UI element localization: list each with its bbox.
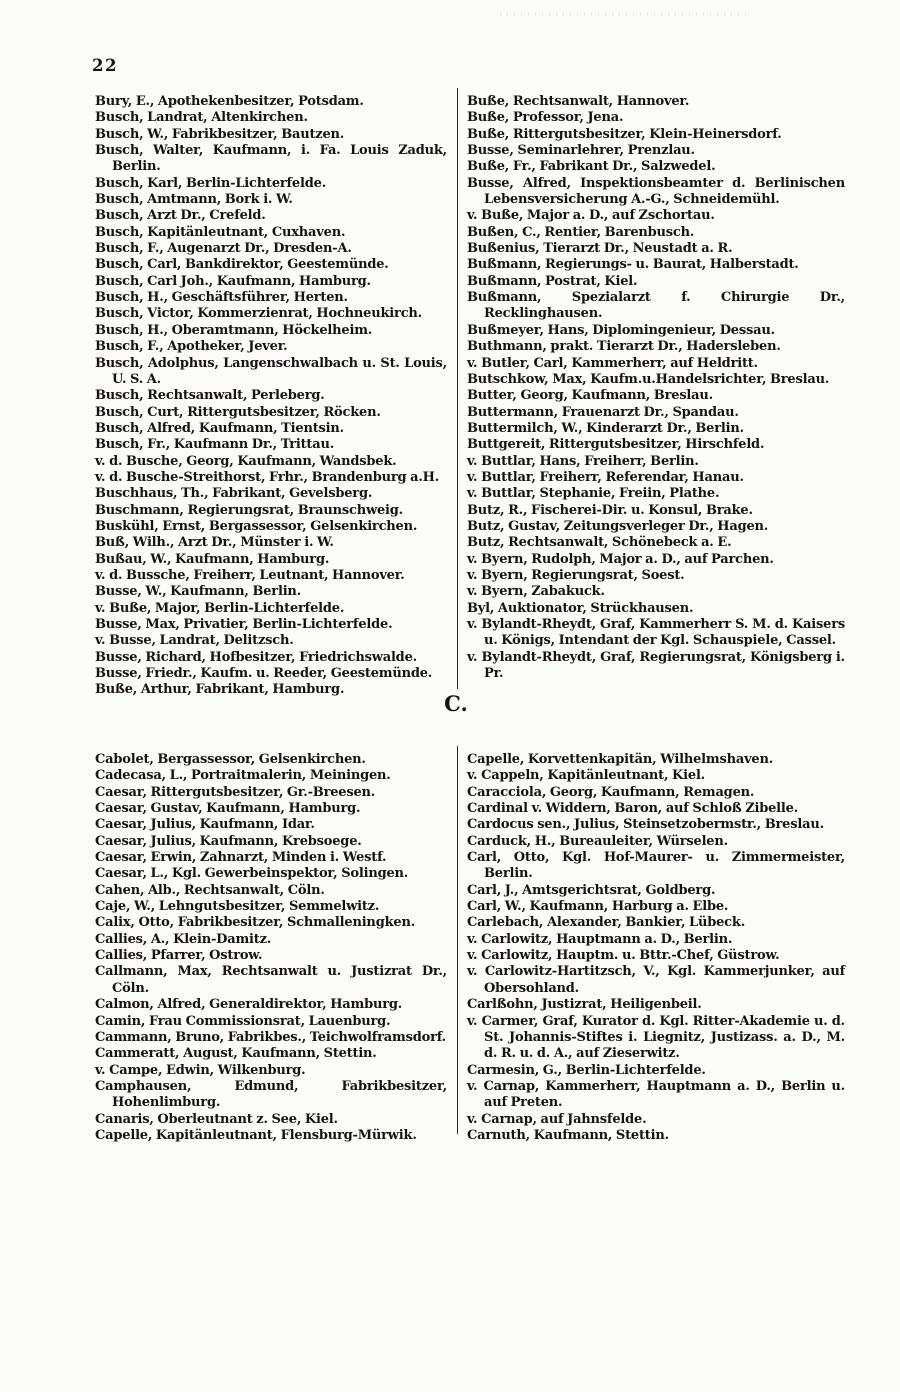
directory-entry: Buttgereit, Rittergutsbesitzer, Hirschfeld.: [467, 437, 765, 453]
directory-entry: Busse, Max, Privatier, Berlin-Lichterfelde.: [95, 617, 393, 632]
directory-entry: v. Buße, Major, Berlin-Lichterfelde.: [95, 600, 345, 616]
directory-entry: v. Byern, Rudolph, Major a. D., auf Parchen.: [467, 551, 774, 567]
directory-entry: Buttermann, Frauenarzt Dr., Spandau.: [467, 404, 739, 420]
directory-entry: v. Carnap, auf Jahnsfelde.: [467, 1111, 647, 1127]
directory-entry: v. Butler, Carl, Kammerherr, auf Heldritt.: [467, 355, 758, 371]
directory-entry: Carl, W., Kaufmann, Harburg a. Elbe.: [467, 899, 729, 915]
column-divider-cell: [447, 752, 467, 1144]
directory-entry: v. Buttlar, Hans, Freiherr, Berlin.: [467, 453, 699, 469]
directory-entry: Busch, Kapitänleutnant, Cuxhaven.: [95, 224, 346, 240]
directory-entry: Buße, Rechtsanwalt, Hannover.: [467, 94, 690, 109]
directory-entry: Bury, E., Apothekenbesitzer, Potsdam.: [95, 94, 364, 109]
directory-entry: Butschkow, Max, Kaufm.u.Handelsrichter, Breslau.: [467, 371, 830, 387]
directory-entry: Busch, Adolphus, Langenschwalbach u. St. Louis, U. S. A.: [95, 355, 447, 387]
directory-entry: Buße, Professor, Jena.: [467, 110, 624, 126]
column-divider-line: [457, 746, 458, 1134]
scan-artifact: [500, 12, 750, 16]
directory-entry: Cahen, Alb., Rechtsanwalt, Cöln.: [95, 882, 325, 898]
directory-entry: Caesar, Erwin, Zahnarzt, Minden i. Westf.: [95, 850, 387, 866]
directory-entry: Butz, R., Fischerei-Dir. u. Konsul, Brake.: [467, 502, 753, 518]
directory-entry: Busch, Landrat, Altenkirchen.: [95, 110, 308, 126]
directory-entry: Busch, Victor, Kommerzienrat, Hochneukirch.: [95, 306, 422, 322]
directory-entry: v. Carnap, Kammerherr, Hauptmann a. D., Berlin u. auf Preten.: [467, 1078, 845, 1111]
directory-entry: v. Campe, Edwin, Wilkenburg.: [95, 1062, 306, 1078]
directory-entry: v. Bylandt-Rheydt, Graf, Regierungsrat, Königsberg i. Pr.: [467, 649, 845, 682]
directory-entry: Busse, W., Kaufmann, Berlin.: [95, 584, 302, 600]
section-c-left-column: [95, 752, 447, 1144]
directory-entry: Callies, A., Klein-Damitz.: [95, 931, 272, 947]
directory-entry: Caesar, Julius, Kaufmann, Krebsoege.: [95, 833, 362, 849]
directory-entry: Buschmann, Regierungsrat, Braunschweig.: [95, 502, 403, 518]
directory-entry: Buße, Arthur, Fabrikant, Hamburg.: [95, 682, 345, 698]
section-c-right-column: [467, 752, 845, 1144]
directory-entry: Cammeratt, August, Kaufmann, Stettin.: [95, 1046, 377, 1062]
directory-entry: Carmesin, G., Berlin-Lichterfelde.: [467, 1062, 706, 1078]
directory-entry: Busse, Richard, Hofbesitzer, Friedrichswalde.: [95, 649, 417, 665]
directory-entry: Bußmann, Spezialarzt f. Chirurgie Dr., Recklinghausen.: [467, 290, 845, 322]
column-divider-line: [457, 88, 458, 689]
directory-entry: Caje, W., Lehngutsbesitzer, Semmelwitz.: [95, 899, 380, 915]
directory-entry: Bußmeyer, Hans, Diplomingenieur, Dessau.: [467, 322, 775, 338]
section-header-c: C.: [444, 691, 468, 716]
directory-entry: Carduck, H., Bureauleiter, Würselen.: [467, 833, 728, 849]
directory-entry: v. Carlowitz-Hartitzsch, V., Kgl. Kammerjunker, auf Obersohland.: [467, 964, 845, 996]
directory-entry: v. Byern, Regierungsrat, Soest.: [467, 567, 685, 583]
directory-entry: Buttermilch, W., Kinderarzt Dr., Berlin.: [467, 420, 744, 436]
directory-entry: Carlßohn, Justizrat, Heiligenbeil.: [467, 997, 702, 1013]
directory-entry: Byl, Auktionator, Strückhausen.: [467, 600, 694, 616]
directory-entry: Buße, Rittergutsbesitzer, Klein-Heinersdorf.: [467, 126, 782, 142]
directory-entry: Calix, Otto, Fabrikbesitzer, Schmalleningken.: [95, 915, 416, 931]
directory-entry: Buschhaus, Th., Fabrikant, Gevelsberg.: [95, 486, 373, 502]
directory-entry: v. Carlowitz, Hauptm. u. Bttr.-Chef, Güstrow.: [467, 948, 780, 964]
column-divider-cell: [447, 94, 467, 699]
directory-entry: Callmann, Max, Rechtsanwalt u. Justizrat Dr., Cöln.: [95, 964, 447, 996]
directory-entry: Capelle, Kapitänleutnant, Flensburg-Mürwik.: [95, 1127, 417, 1143]
directory-entry: Buße, Fr., Fabrikant Dr., Salzwedel.: [467, 159, 716, 175]
directory-entry: Busch, Alfred, Kaufmann, Tientsin.: [95, 420, 344, 436]
directory-entry: Camin, Frau Commissionsrat, Lauenburg.: [95, 1013, 391, 1029]
directory-entry: Busch, Walter, Kaufmann, i. Fa. Louis Zaduk, Berlin.: [95, 143, 447, 175]
directory-entry: Busch, Curt, Rittergutsbesitzer, Röcken.: [95, 404, 381, 420]
directory-entry: Calmon, Alfred, Generaldirektor, Hamburg.: [95, 997, 403, 1013]
directory-entry: Bußen, C., Rentier, Barenbusch.: [467, 224, 695, 240]
directory-entry: Cabolet, Bergassessor, Gelsenkirchen.: [95, 752, 366, 767]
directory-entry: Busse, Friedr., Kaufm. u. Reeder, Geestemünde.: [95, 666, 433, 682]
directory-entry: v. Byern, Zabakuck.: [467, 584, 605, 600]
directory-entry: Carlebach, Alexander, Bankier, Lübeck.: [467, 915, 746, 931]
directory-entry: Cammann, Bruno, Fabrikbes., Teichwolframsdorf.: [95, 1029, 446, 1045]
directory-entry: Carl, J., Amtsgerichtsrat, Goldberg.: [467, 882, 716, 898]
directory-entry: Cardinal v. Widdern, Baron, auf Schloß Zibelle.: [467, 801, 799, 817]
directory-entry: Busch, W., Fabrikbesitzer, Bautzen.: [95, 126, 345, 142]
directory-entry: Caesar, L., Kgl. Gewerbeinspektor, Solingen.: [95, 866, 409, 882]
directory-entry: Busch, Carl, Bankdirektor, Geestemünde.: [95, 257, 389, 273]
directory-entry: Carnuth, Kaufmann, Stettin.: [467, 1127, 669, 1143]
directory-entry: Butz, Rechtsanwalt, Schönebeck a. E.: [467, 535, 732, 551]
directory-entry: Capelle, Korvettenkapitän, Wilhelmshaven.: [467, 752, 774, 767]
directory-entry: v. Cappeln, Kapitänleutnant, Kiel.: [467, 768, 706, 784]
section-b-right-column: [467, 94, 845, 682]
directory-entry: v. d. Busche-Streithorst, Frhr., Brandenburg a.H.: [95, 469, 440, 485]
directory-entry: Callies, Pfarrer, Ostrow.: [95, 948, 263, 964]
directory-entry: Busch, Rechtsanwalt, Perleberg.: [95, 388, 325, 404]
directory-entry: Bußmann, Regierungs- u. Baurat, Halberstadt.: [467, 257, 799, 273]
directory-entry: v. Buttlar, Freiherr, Referendar, Hanau.: [467, 469, 744, 485]
directory-entry: Busch, Arzt Dr., Crefeld.: [95, 208, 266, 224]
directory-entry: Cadecasa, L., Portraitmalerin, Meiningen.: [95, 768, 391, 784]
directory-entry: v. Buttlar, Stephanie, Freiin, Plathe.: [467, 486, 720, 502]
directory-entry: Busch, Carl Joh., Kaufmann, Hamburg.: [95, 273, 371, 289]
directory-entry: Buskühl, Ernst, Bergassessor, Gelsenkirchen.: [95, 518, 418, 534]
directory-entry: Canaris, Oberleutnant z. See, Kiel.: [95, 1111, 338, 1127]
directory-entry: Bußmann, Postrat, Kiel.: [467, 273, 638, 289]
directory-entry: Carl, Otto, Kgl. Hof-Maurer- u. Zimmermeister, Berlin.: [467, 850, 845, 882]
directory-entry: Busch, F., Augenarzt Dr., Dresden-A.: [95, 241, 352, 257]
directory-entry: v. Carmer, Graf, Kurator d. Kgl. Ritter-Akademie u. d. St. Johannis-Stiftes i. Liegnitz, Justizass. a. D., M. d. R. u. d. A., auf Zieserwitz.: [467, 1013, 845, 1062]
directory-entry: Busch, F., Apotheker, Jever.: [95, 339, 288, 355]
directory-entry: Caracciola, Georg, Kaufmann, Remagen.: [467, 784, 755, 800]
section-b-band: [95, 94, 845, 699]
directory-entry: v. Carlowitz, Hauptmann a. D., Berlin.: [467, 931, 733, 947]
page-number: 22: [92, 56, 118, 75]
directory-entry: v. d. Busche, Georg, Kaufmann, Wandsbek.: [95, 453, 397, 469]
directory-entry: v. Bylandt-Rheydt, Graf, Kammerherr S. M. d. Kaisers u. Königs, Intendant der Kgl. Schauspiele, Cassel.: [467, 617, 845, 649]
section-c-band: [95, 752, 845, 1144]
directory-entry: Buthmann, prakt. Tierarzt Dr., Hadersleben.: [467, 339, 781, 355]
directory-entry: Busch, Karl, Berlin-Lichterfelde.: [95, 175, 327, 191]
directory-entry: Busch, H., Oberamtmann, Höckelheim.: [95, 322, 373, 338]
directory-entry: Busch, Amtmann, Bork i. W.: [95, 192, 293, 208]
directory-entry: v. Busse, Landrat, Delitzsch.: [95, 633, 294, 649]
directory-entry: Caesar, Rittergutsbesitzer, Gr.-Breesen.: [95, 784, 376, 800]
directory-entry: Busch, H., Geschäftsführer, Herten.: [95, 290, 348, 306]
directory-entry: Caesar, Gustav, Kaufmann, Hamburg.: [95, 801, 361, 817]
directory-entry: Bußau, W., Kaufmann, Hamburg.: [95, 551, 330, 567]
directory-entry: Buß, Wilh., Arzt Dr., Münster i. W.: [95, 535, 334, 551]
directory-entry: Busse, Alfred, Inspektionsbeamter d. Berlinischen Lebensversicherung A.-G., Schneidemühl.: [467, 175, 845, 208]
directory-entry: Camphausen, Edmund, Fabrikbesitzer, Hohenlimburg.: [95, 1078, 447, 1111]
directory-entry: v. Buße, Major a. D., auf Zschortau.: [467, 208, 715, 224]
directory-entry: Caesar, Julius, Kaufmann, Idar.: [95, 817, 315, 833]
directory-entry: Busch, Fr., Kaufmann Dr., Trittau.: [95, 437, 335, 453]
directory-entry: Busse, Seminarlehrer, Prenzlau.: [467, 143, 695, 159]
directory-entry: v. d. Bussche, Freiherr, Leutnant, Hannover.: [95, 567, 405, 583]
section-b-left-column: [95, 94, 447, 699]
directory-entry: Butter, Georg, Kaufmann, Breslau.: [467, 388, 713, 404]
directory-entry: Bußenius, Tierarzt Dr., Neustadt a. R.: [467, 241, 733, 257]
directory-entry: Butz, Gustav, Zeitungsverleger Dr., Hagen.: [467, 518, 769, 534]
directory-entry: Cardocus sen., Julius, Steinsetzobermstr., Breslau.: [467, 817, 824, 833]
